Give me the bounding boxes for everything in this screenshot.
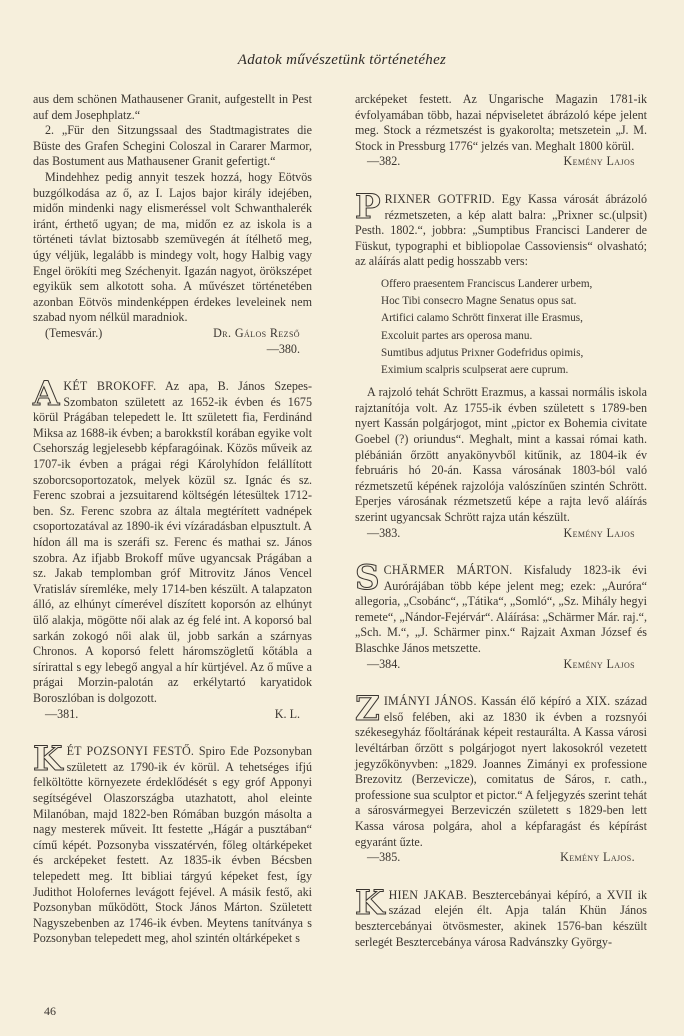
signature-line [355, 850, 647, 866]
entry-body: Spiro Ede Pozsonyban született az 1790-ik év körül. A tehetséges ifjú felköltötte környezete érdeklődését s egy gróf Apponyi segítségével Olaszországba utazhatott, ahol eleinte Milanóban, majd 1822-ben Rómában buzgón másolta a nagy mesterek műveit. Itt festette „Hágár a pusztában“ című képét. Pozsonyba visszatérvén, főleg oltárképeket és arcképeket festett. Az 1835-ik évben Bécsben telepedett meg. Itt bibliai tárgyú képeket fest, így Judithot Holofernes levágott fejével. A másik festő, aki Pozsonyban működött, Stock János Márton. Született Nagyszebenben az 1746-ik évben. Meytens tanítványa s Pozsonyban telepedett meg, ahol szintén oltárképeket s [33, 744, 312, 946]
entry-number: —382. [367, 154, 401, 169]
verse-line: Sumtibus adjutus Prixner Godefridus opimis, [381, 346, 584, 359]
dropcap-initial: A [33, 374, 60, 415]
entry-body: Kisfaludy 1823-ik évi Aurórájában több képe jelent meg; ezek: „Auróra“ allegoria, „Csobánc“, „Tátika“, „Somló“, „Sz. Mihály hegyi remete“, „Nándor-Fejérvár“. Aláírása: „Schärmer Már. raj.“, „Sch. M.“, „J. Schärmer pinx.“ Rajzait Axman József és Blaschke János metszette. [355, 563, 647, 656]
verse-line: Offero praesentem Franciscus Landerer urbem, [381, 277, 593, 290]
verse-line: Excoluit partes ars operosa manu. [381, 329, 533, 342]
paragraph: aus dem schönen Mathausener Granit, aufgestellt in Pest auf dem Josephplatz.“ [33, 92, 312, 122]
signature-line [355, 657, 647, 673]
entry-text [33, 739, 312, 947]
latin-verse [381, 276, 647, 379]
headword: RIXNER GOTFRID. [384, 191, 495, 206]
signature-author: Kemény Lajos [563, 656, 635, 671]
signature-author: Kemény Lajos [563, 154, 635, 169]
entry-scharmer [355, 558, 647, 672]
signature-place: (Temesvár.) [45, 325, 103, 340]
dropcap-initial: P [355, 186, 381, 227]
entry-text [355, 558, 647, 657]
page-number: 46 [44, 1004, 56, 1018]
signature-line [33, 707, 312, 723]
entry-text [355, 689, 647, 850]
entry-body: Egy Kassa városát ábrázoló rézmetszeten, a kép alatt balra: „Prixner sc.(ulpsit) Pesth. 1802.“, jobbra: „Sumptibus Francisci Landerer de Füskut, typographi et bibliopolae Cassoviensis“ olvasható; az aláírás alatt pedig hosszabb vers: [355, 191, 647, 269]
entry-number: —383. [367, 525, 401, 540]
verse-line: Hoc Tibi consecro Magne Senatus opus sat. [381, 295, 577, 308]
right-column [355, 92, 647, 950]
entry-text [355, 882, 647, 950]
entry-number: —380. [266, 341, 300, 356]
headword: KÉT BROKOFF. [63, 379, 157, 394]
paragraph: A rajzoló tehát Schrött Erazmus, a kassai normális iskola rajztanítója volt. Az 1755-ik évben született s 1789-ben nyert Kassán polgárjogot, mint „pictor ex Bohemia civitate Goebel (?) oriundus“. Meghalt, mint a kassai római kath. plébánián őrzött anyakönyvből kitűnik, az 1804-ik év februáris hó 20-án. Kassa városának 1803-ból való rézmetszetű képének rajzolója valószínűen szintén Schrött. Eperjes városának rézmetszetű képe a rajta levő aláírás szerint ugyancsak Schrött rajza után készült. [355, 385, 647, 524]
entry-khien [355, 882, 647, 950]
signature-author: K. L. [274, 706, 300, 721]
entry-prixner [355, 186, 647, 541]
entry-body: Az apa, B. János Szepes-Szombaton született az 1652-ik évben és 1675 körül Prágában telepedett le. Itt született fia, Ferdinánd Miksa az 1688-ik évben; a barokkstíl korában egyike volt Csehország legjelesebb képfaragóinak. Közös műveik az 1707-ik évben a prágai régi Károlyhídon felállított szoborcsoportozatok, melyek közül sz. Ignác és sz. Ferenc szobrai a jezsuitarend költségén létesültek 1712-ben. Sz. Ferenc szobra az általa megtérített vadnépek csoportozatával az 1890-ik évi vízáradásban elpusztult. A hídon áll ma is szeráfi sz. Ferenc és mathai sz. János szobra. Az ifjabb Brokoff műve ugyancsak Prágában a sz. Jakab templomban gróf Mitrovitz János Vencel Vratisláv síremléke, mely 1714-ben készült. A talapzaton álló, az elhúnyt címerével díszített koporsón az elhúnyt ülő alakja, mögötte női alak az ég felé int. A koporsó bal sarkán zokogó női alak ül, jobb sarkán a szárnyas Chronos. A koporsó felett háromszögletű kőtábla a sírirattal s egy lebegő angyal a hír kürtjével. Az ő műve a prágai Morzin-palotán az erkélytartó karyatidok Boroszlóban is dolgozott. [33, 379, 312, 705]
entry-text [33, 374, 312, 706]
paragraph: Mindehhez pedig annyit teszek hozzá, hogy Eötvös buzgólkodása az ő, az I. Lajos bajor király idejében, midőn mindenki nagy elismeréssel volt Schwanthalerék iránt, érthető ugyan; de ma, midőn ez az iskola is a történeti távlat biztosabb szemüvegén át ítélhető meg, úgy véljük, legalább is mindegy volt, hogy Halbig vagy Engel örökíti meg Széchenyit. Igazán nagyot, örökszépet egyikük sem alkotott soha. A művészet történetében azonban Eötvös mindenképpen érdekes leveleinek nem szabad nyom nélkül maradniok. [33, 169, 312, 325]
entry-text [355, 186, 647, 270]
entry-number: —384. [367, 656, 401, 671]
left-column [33, 92, 312, 947]
entry-body: Kassán élő képíró a XIX. század első felében, aki az 1830 ik évben a rozsnyói székesegyház főoltárának képeit restaurálta. A Kassa városi levéltárban őrzött s polgárjogot nyert lakosokról vezetett jegyzőkönyvben: „1829. Joannes Zimányi ex professione Brezovitz (Berzevicze), comitatus de Sáros, r. cath., professione sua sculptor et pictor.“ A feljegyzés szerint tehát a sárosvármegyei Berzeviczén született s 1829-ben lett Kassa városa polgára, ahol a képfaragást és képírást egyaránt űzte. [355, 694, 647, 849]
signature-line [355, 526, 647, 542]
running-head: Adatok művészetünk történetéhez [237, 52, 447, 68]
verse-line: Eximium scalpris sculpserat aere cuprum. [381, 363, 569, 376]
entry-brokoff [33, 374, 312, 722]
paragraph: arcképeket festett. Az Ungarische Magazin 1781-ik évfolyamában több, hazai népviseletet ábrázoló képe jelent meg. Stock a rézmetszést is gyakorolta; metszetein „J. M. Stock in Pressburg 1776“ jelzés van. Meghalt 1800 körül. [355, 92, 647, 153]
entry-pozsonyi-festo [33, 739, 312, 947]
dropcap-initial: K [33, 739, 63, 780]
signature-author: Dr. Gálos Rezső [213, 325, 300, 340]
signature-author: Kemény Lajos [563, 525, 635, 540]
paragraph: 2. „Für den Sitzungssaal des Stadtmagistrates die Büste des Grafen Schegini Coloszal in Cararer Marmor, das Bostument aus Mathausener Granit gefertigt.“ [33, 123, 312, 169]
dropcap-initial: Z [355, 689, 380, 730]
headword: CHÄRMER MÁRTON. [383, 563, 513, 578]
headword: IMÁNYI JÁNOS. [383, 694, 477, 709]
signature-author: Kemény Lajos. [560, 850, 635, 865]
dropcap-initial: K [355, 882, 385, 923]
dropcap-initial: S [355, 558, 380, 599]
entry-zimanyi [355, 689, 647, 866]
verse-line: Artifici calamo Schrött finxerat ille Erasmus, [381, 312, 583, 325]
signature-line [355, 154, 647, 170]
headword: ÉT POZSONYI FESTŐ. [66, 744, 195, 759]
headword: HIEN JAKAB. [388, 887, 467, 902]
entry-number: —381. [45, 706, 79, 721]
signature-line [33, 326, 312, 342]
entry-number: —385. [367, 850, 401, 865]
entry-body: Besztercebányai képíró, a XVII ik század elején élt. Apja talán Khün János besztercebányai ötvösmester, akinek 1576-ban készült serlegét Besztercebánya városa Radvánszky György- [355, 887, 647, 949]
